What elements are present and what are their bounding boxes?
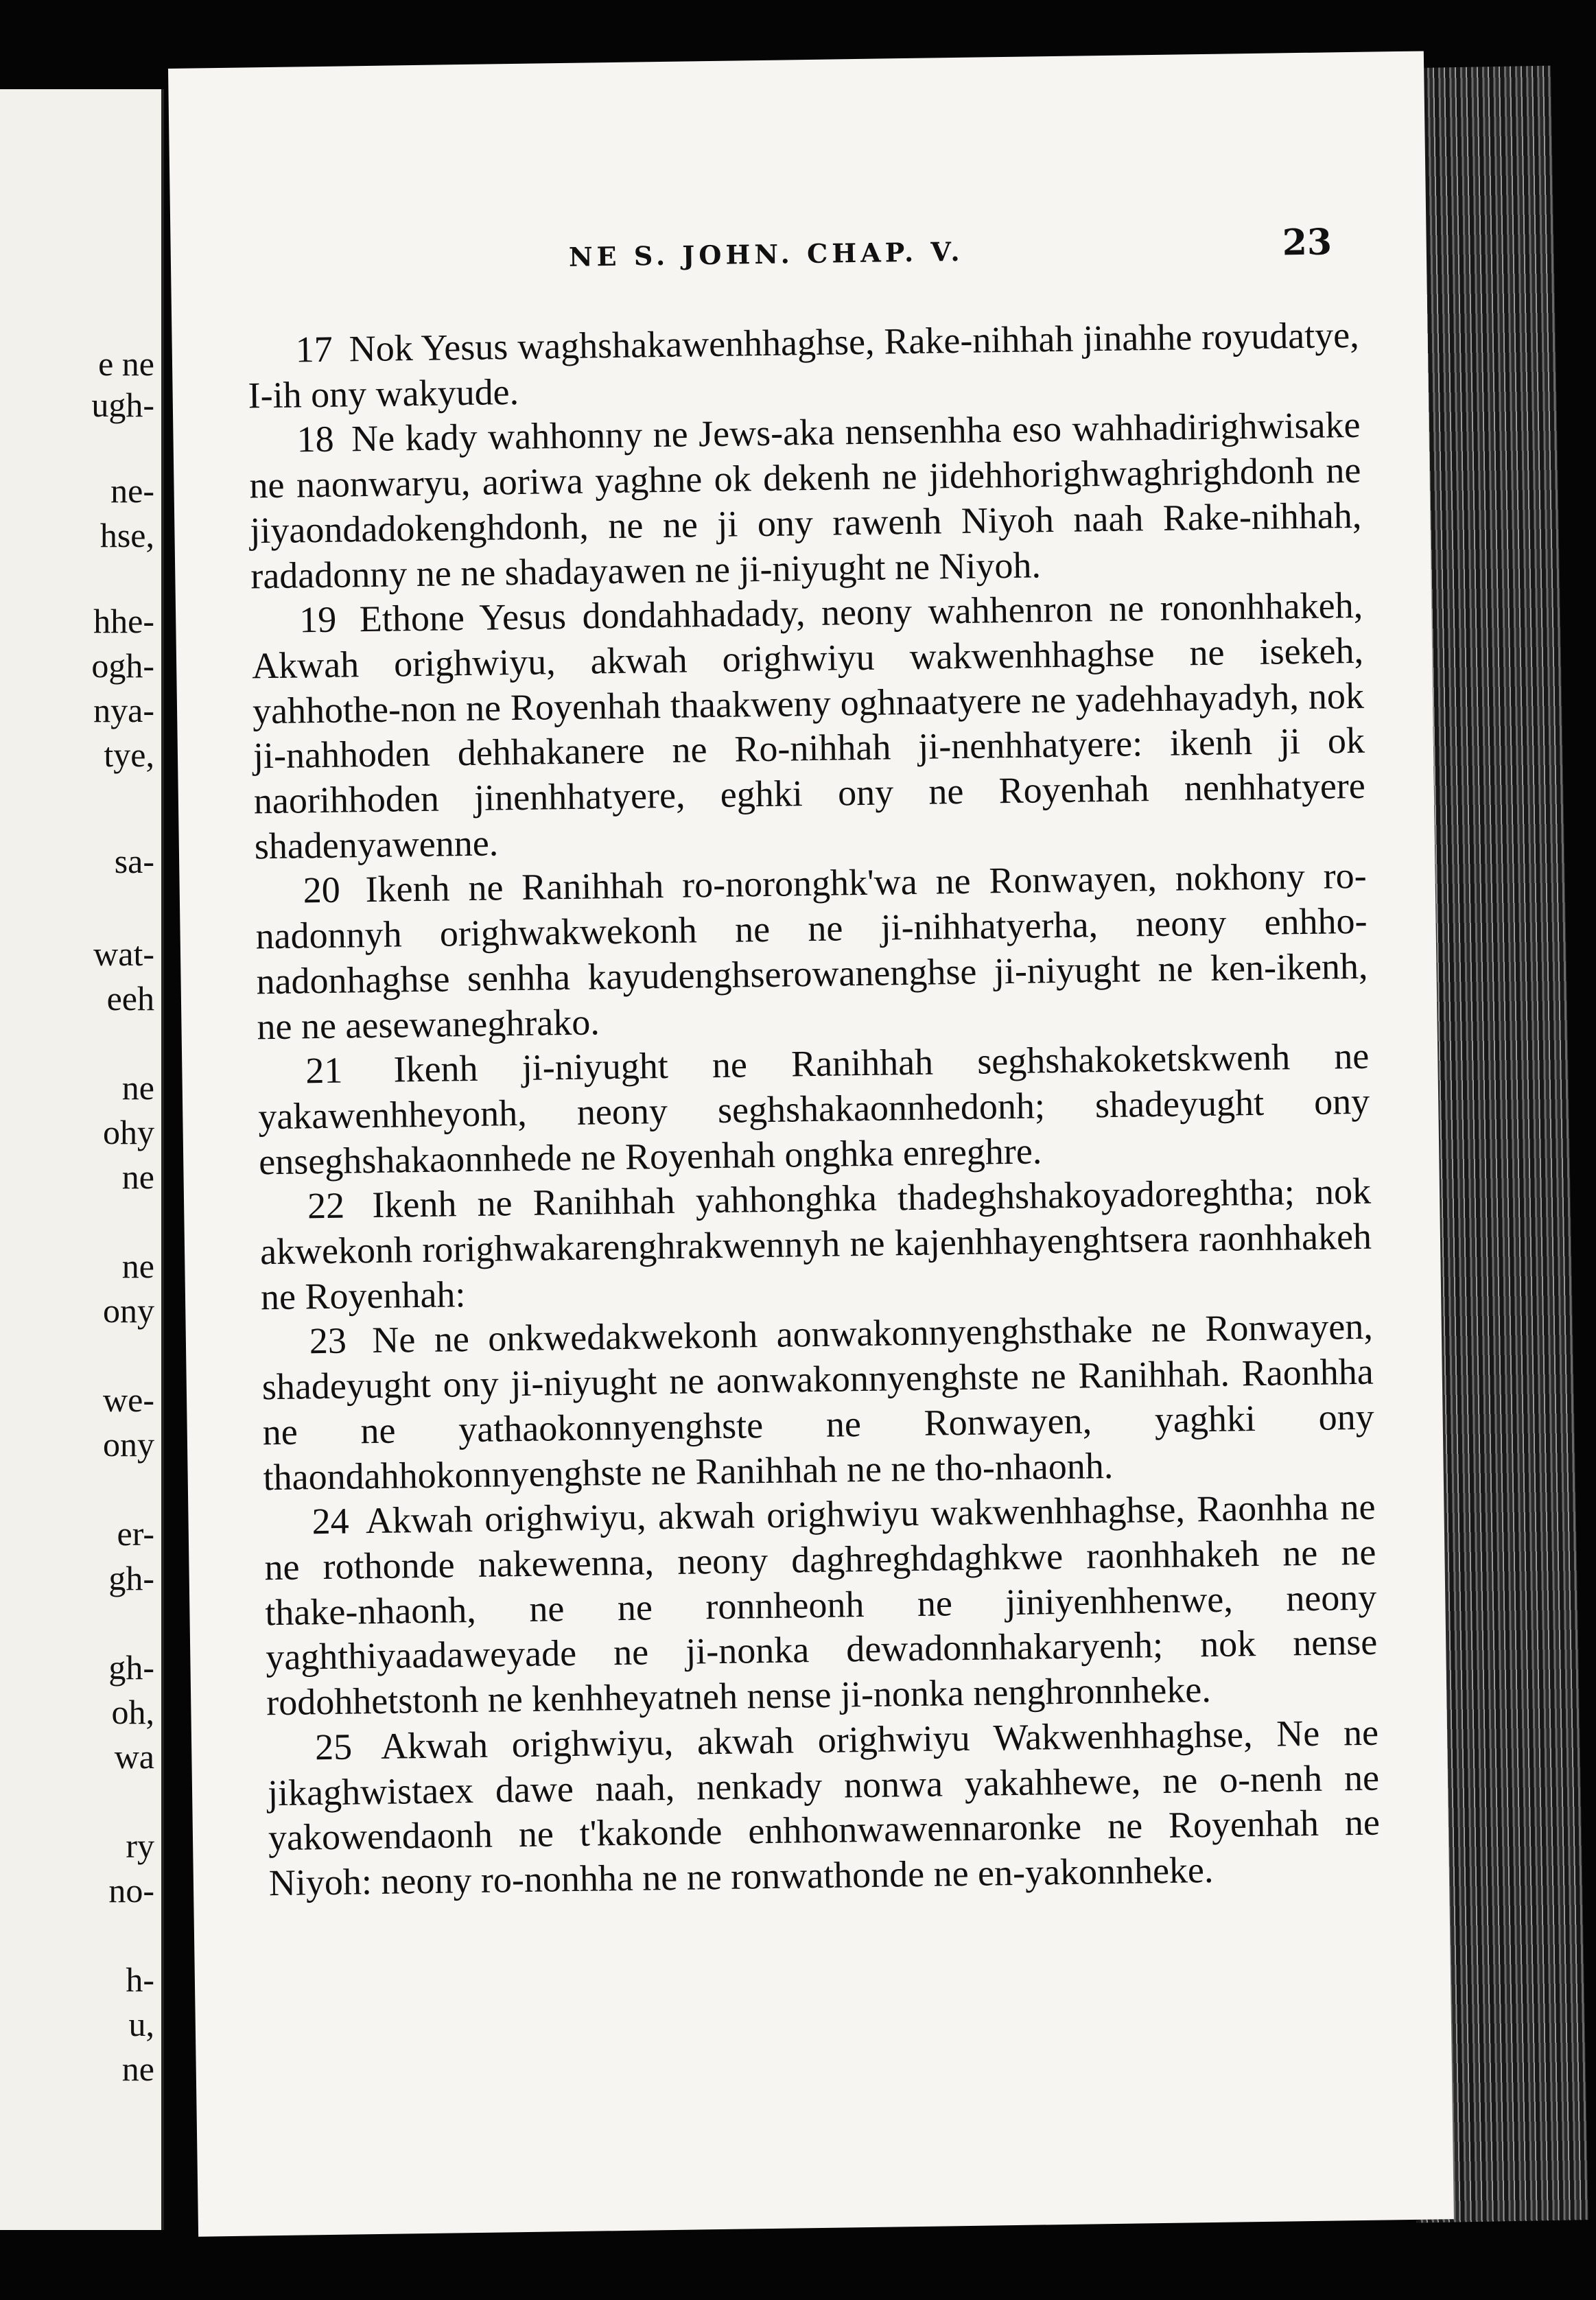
left-fragment: e ne: [98, 344, 154, 383]
verse-text: Nok Yesus waghshakawenhhaghse, Rake-nihhah jinahhe royudatye, I-ih ony wakyude.: [248, 314, 1360, 416]
left-fragment: eeh: [106, 979, 154, 1018]
left-fragment: ne: [121, 1247, 154, 1285]
left-fragment: er-: [117, 1514, 154, 1553]
verse-number: 23: [309, 1320, 347, 1362]
verse-text: Ikenh ji-niyught ne Ranihhah seghshakoketskwenh ne yakawenhheyonh, neony seghshakaonnhedonh; shadeyught ony enseghshakaonnhede ne Royenhah onghka enreghre.: [257, 1035, 1370, 1182]
verse-text: Ethone Yesus dondahhadady, neony wahhenron ne rononhhakeh, Akwah orighwiyu, akwah orighwiyu wakwenhhaghse ne isekeh, yahhothe-non ne Royenhah thaakweny oghnaatyere ne yadehhayadyh, nok ji-nahhoden dehhakanere ne Ro-nihhah ji-nenhhatyere: ikenh ji ok naorihhoden jinenhhatyere, eghki ony ne Royenhah nenhhatyere shadenyawenne.: [251, 584, 1366, 867]
verse-17: [247, 313, 1360, 419]
left-fragment: tye,: [104, 736, 154, 774]
left-fragment: ne-: [110, 471, 154, 510]
left-fragment: ony: [103, 1425, 154, 1464]
verse-number: 18: [296, 419, 334, 460]
verse-25: [267, 1710, 1381, 1905]
left-fragment: gh-: [108, 1648, 154, 1687]
verse-20: [255, 854, 1369, 1049]
left-fragment: ony: [103, 1291, 154, 1330]
left-fragment: gh-: [108, 1559, 154, 1597]
page-number: 23: [1282, 221, 1333, 264]
left-fragment: ne: [121, 1068, 154, 1107]
verse-text: Ne ne onkwedakwekonh aonwakonnyenghsthake ne Ronwayen, shadeyught ony ji-niyught ne aonwakonnyenghste ne Ranihhah. Raonhha ne ne yathaokonnyenghste ne Ronwayen, yaghki ony thaondahhokonnyenghste ne Ranihhah ne ne tho-nhaonh.: [261, 1306, 1375, 1498]
verse-number: 17: [295, 328, 333, 371]
left-fragment: no-: [108, 1871, 154, 1910]
verse-number: 25: [314, 1726, 353, 1768]
left-facing-page: [0, 89, 164, 2230]
left-fragment: ry: [126, 1827, 154, 1865]
verse-19: [251, 583, 1366, 869]
left-fragment: ohy: [103, 1113, 154, 1151]
verse-text: Akwah orighwiyu, akwah orighwiyu Wakwenhhaghse, Ne ne jikaghwistaex dawe naah, nenkady nonwa yakahhewe, ne o-nenh ne yakowendaonh ne t'kakonde enhhonwawennaronke ne Royenhah ne Niyoh: neony ro-nonhha ne ne ronwathonde ne en-yakonnheke.: [267, 1711, 1381, 1904]
left-fragment: wat-: [93, 935, 154, 973]
verse-22: [259, 1169, 1373, 1320]
verse-number: 22: [307, 1184, 345, 1227]
left-fragment: ne: [121, 1158, 154, 1196]
verse-21: [257, 1034, 1371, 1185]
verse-18: [248, 403, 1363, 598]
left-fragment: wa: [114, 1737, 154, 1776]
verse-number: 20: [303, 869, 341, 911]
page-header: [171, 221, 1427, 295]
verse-23: [261, 1304, 1375, 1500]
text-block: [247, 313, 1381, 1906]
verse-text: Ikenh ne Ranihhah ro-noronghk'wa ne Ronwayen, nokhony ro-nadonnyh orighwakwekonh ne ne ji-nihhatyerha, neony enhho-nadonhaghse senhha kayudenghserowanenghse ji-niyught ne ken-ikenh, ne ne aesewaneghrako.: [255, 855, 1368, 1047]
left-fragment: ogh-: [91, 646, 154, 685]
verse-text: Ne kady wahhonny ne Jews-aka nensenhha eso wahhadirighwisake ne naonwaryu, aoriwa yaghne ok dekenh ne jidehhorighwaghrighdonh ne jiyaondadokenghdonh, ne ne ji ony rawenh Niyoh naah Rake-nihhah, radadonny ne ne shadayawen ne ji-niyught ne Niyoh.: [249, 404, 1362, 596]
left-fragment: h-: [126, 1960, 154, 1999]
running-head: NE S. JOHN. CHAP. V.: [568, 235, 964, 272]
left-fragment: sa-: [114, 842, 154, 880]
book-page: [168, 51, 1454, 2236]
left-fragment: u,: [128, 2005, 154, 2043]
verse-number: 21: [305, 1049, 343, 1092]
left-fragment: ugh-: [91, 386, 154, 424]
verse-number: 19: [298, 598, 337, 641]
left-fragment: we-: [103, 1381, 154, 1419]
left-fragment: hhe-: [93, 602, 154, 640]
verse-text: Akwah orighwiyu, akwah orighwiyu wakwenhhaghse, Raonhha ne ne rothonde nakewenna, neony daghreghdaghkwe raonhhakeh ne ne thake-nhaonh, ne ne ronnheonh ne jiniyenhhenwe, neony yaghthiyaadaweyade ne ji-nonka dewadonnhakaryenh; nok nense rodohhetstonh ne kenhheyatneh nense ji-nonka nenghronnheke.: [264, 1486, 1378, 1724]
verse-number: 24: [312, 1500, 349, 1542]
left-fragment: ne: [121, 2050, 154, 2088]
verse-24: [263, 1485, 1378, 1726]
left-fragment: hse,: [99, 516, 154, 554]
left-fragment: oh,: [111, 1693, 154, 1731]
left-fragment: nya-: [93, 691, 154, 729]
verse-text: Ikenh ne Ranihhah yahhonghka thadeghshakoyadoreghtha; nok akwekonh rorighwakarenghrakwennyh ne kajenhhayenghtsera raonhhakeh ne Royenhah:: [259, 1171, 1372, 1318]
